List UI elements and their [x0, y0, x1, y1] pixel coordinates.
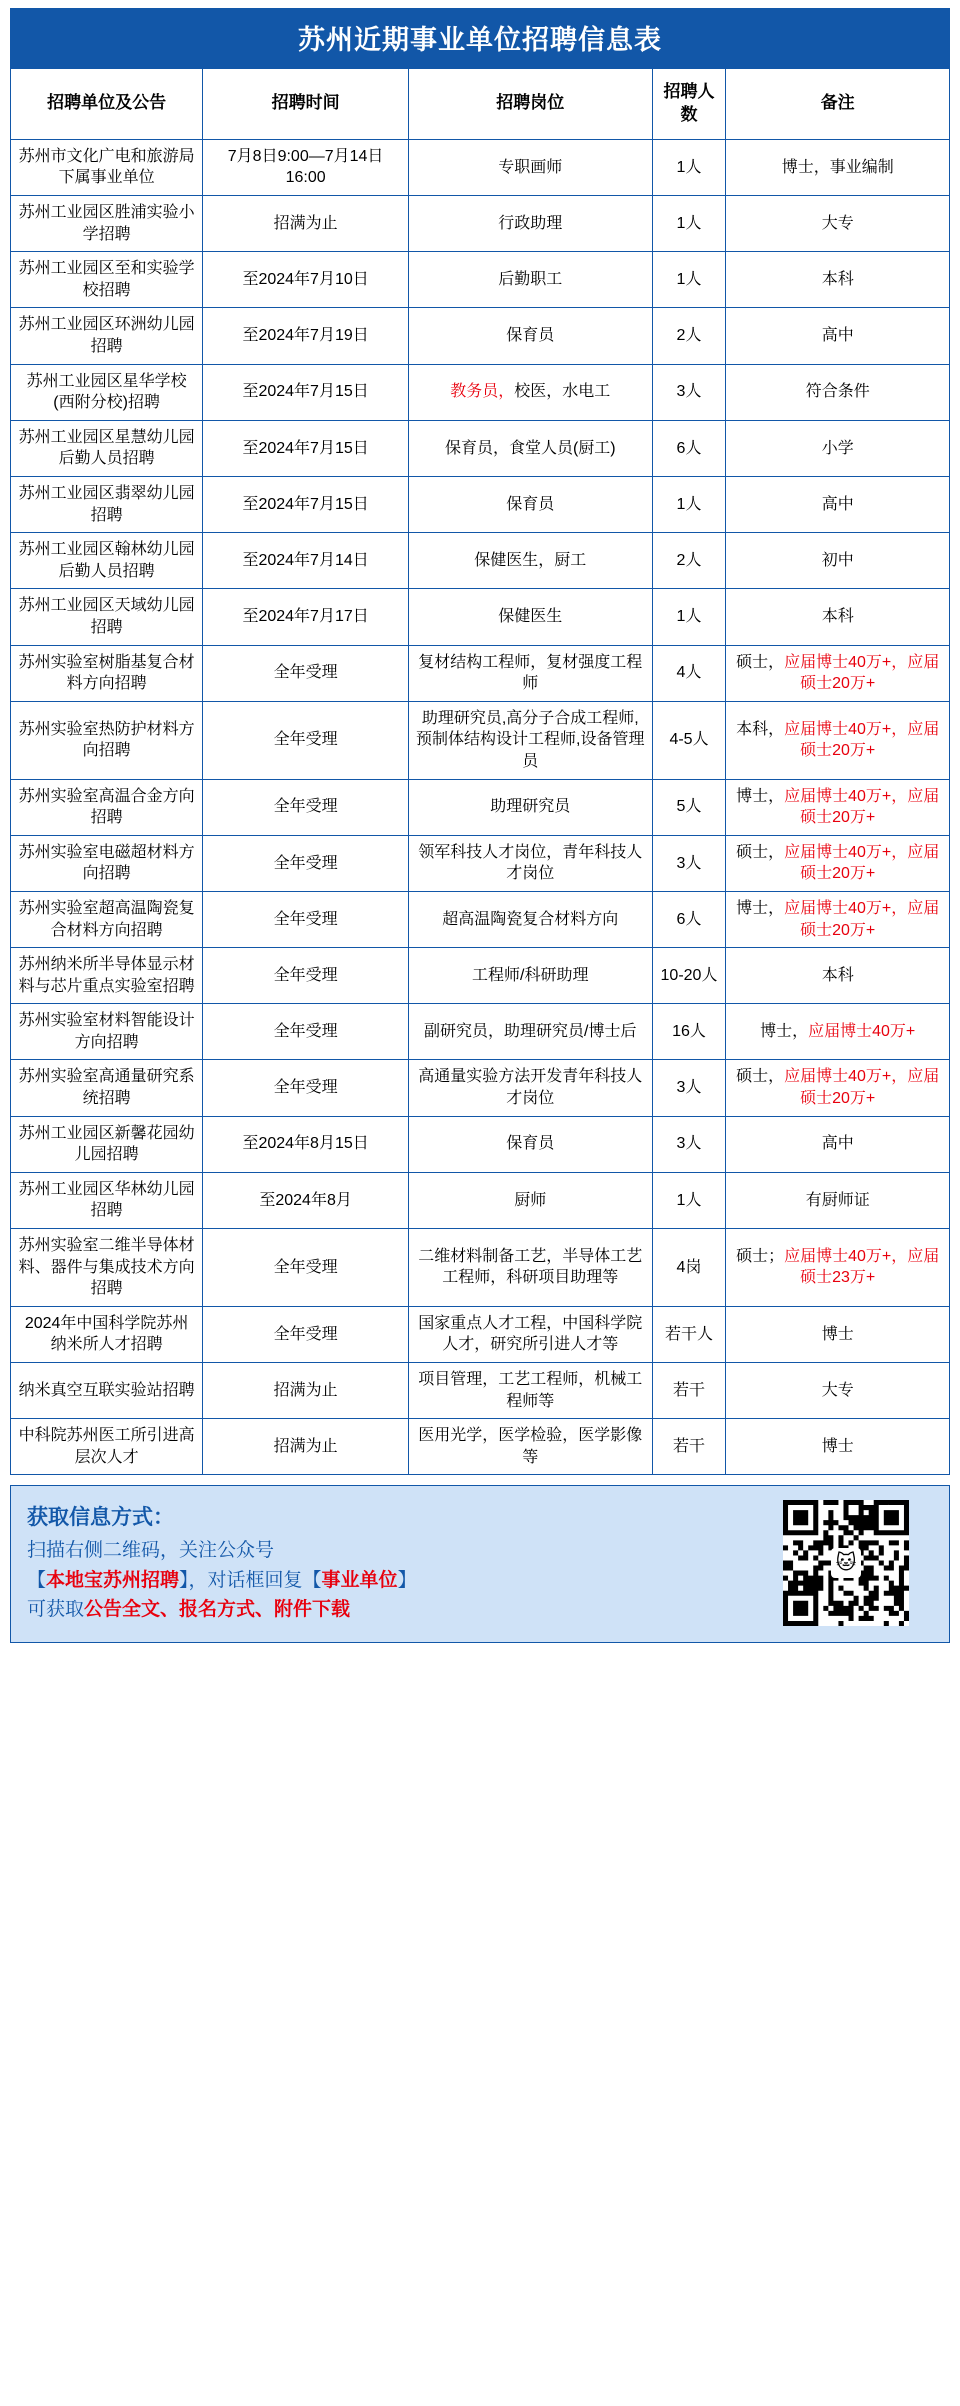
cell-time: 招满为止	[203, 196, 409, 252]
cell-post: 保育员，食堂人员(厨工)	[408, 420, 652, 476]
cell-note: 大专	[726, 196, 950, 252]
cell-note: 初中	[726, 533, 950, 589]
table-row	[11, 1229, 950, 1307]
recruitment-table	[10, 68, 950, 1475]
cell-note-degree: 硕士，	[736, 843, 785, 861]
cell-post: 助理研究员	[408, 779, 652, 835]
table-row	[11, 779, 950, 835]
cell-unit[interactable]: 苏州实验室热防护材料方向招聘	[11, 701, 203, 779]
cell-note: 博士	[726, 1306, 950, 1362]
table-header-row	[11, 69, 950, 140]
cell-note: 博士	[726, 1419, 950, 1475]
cell-note	[726, 701, 950, 779]
table-row	[11, 1419, 950, 1475]
column-header-note: 备注	[726, 69, 950, 140]
cell-note-salary: 应届博士40万+	[808, 1023, 916, 1041]
cell-unit[interactable]: 苏州工业园区新馨花园幼儿园招聘	[11, 1116, 203, 1172]
cell-note-salary: 应届博士40万+，应届硕士20万+	[784, 899, 940, 939]
cell-count: 3人	[652, 364, 726, 420]
cell-note-degree: 本科，	[736, 720, 785, 738]
cell-note-salary: 应届博士40万+，应届硕士20万+	[784, 653, 940, 693]
footer-text-block	[27, 1502, 765, 1625]
cell-unit[interactable]: 苏州实验室树脂基复合材料方向招聘	[11, 645, 203, 701]
cell-unit[interactable]: 苏州工业园区环洲幼儿园招聘	[11, 308, 203, 364]
cell-unit[interactable]: 苏州工业园区星华学校(西附分校)招聘	[11, 364, 203, 420]
footer-line3-pre: 可获取	[27, 1599, 85, 1621]
cell-unit[interactable]: 苏州纳米所半导体显示材料与芯片重点实验室招聘	[11, 948, 203, 1004]
cell-note-salary: 应届博士40万+，应届硕士23万+	[784, 1247, 940, 1287]
cell-note	[726, 779, 950, 835]
cell-post: 复材结构工程师，复材强度工程师	[408, 645, 652, 701]
cell-unit[interactable]: 中科院苏州医工所引进高层次人才	[11, 1419, 203, 1475]
cell-unit[interactable]: 苏州工业园区翰林幼儿园后勤人员招聘	[11, 533, 203, 589]
cell-time: 全年受理	[203, 1004, 409, 1060]
cell-time: 全年受理	[203, 891, 409, 947]
table-row	[11, 364, 950, 420]
table-row	[11, 1363, 950, 1419]
cell-count: 1人	[652, 1172, 726, 1228]
cell-count: 6人	[652, 891, 726, 947]
cell-post: 国家重点人才工程，中国科学院人才，研究所引进人才等	[408, 1306, 652, 1362]
qr-code[interactable]	[783, 1500, 909, 1626]
cell-post: 二维材料制备工艺，半导体工艺工程师，科研项目助理等	[408, 1229, 652, 1307]
cell-post: 副研究员，助理研究员/博士后	[408, 1004, 652, 1060]
cell-time: 至2024年7月17日	[203, 589, 409, 645]
footer-info-panel	[10, 1485, 950, 1643]
cell-note-degree: 硕士，	[736, 1068, 785, 1086]
cell-time: 7月8日9:00—7月14日16:00	[203, 139, 409, 195]
cell-time: 至2024年7月14日	[203, 533, 409, 589]
table-row	[11, 645, 950, 701]
cell-unit[interactable]: 苏州实验室超高温陶瓷复合材料方向招聘	[11, 891, 203, 947]
footer-line-2	[27, 1566, 765, 1595]
footer-line2-post: 】	[397, 1569, 417, 1591]
cell-post	[408, 364, 652, 420]
cell-note: 符合条件	[726, 364, 950, 420]
footer-keyword: 事业单位	[321, 1569, 398, 1591]
cell-count: 10-20人	[652, 948, 726, 1004]
table-row	[11, 139, 950, 195]
cell-count: 3人	[652, 1116, 726, 1172]
cell-note: 大专	[726, 1363, 950, 1419]
cell-count: 1人	[652, 139, 726, 195]
cell-note-salary: 应届博士40万+，应届硕士20万+	[784, 787, 940, 827]
cell-note: 本科	[726, 948, 950, 1004]
cell-post: 超高温陶瓷复合材料方向	[408, 891, 652, 947]
footer-title: 获取信息方式：	[27, 1505, 174, 1529]
cell-time: 至2024年7月19日	[203, 308, 409, 364]
cell-note	[726, 1004, 950, 1060]
cell-unit[interactable]: 纳米真空互联实验站招聘	[11, 1363, 203, 1419]
cell-note	[726, 1229, 950, 1307]
table-row	[11, 948, 950, 1004]
cell-note: 有厨师证	[726, 1172, 950, 1228]
cell-note	[726, 891, 950, 947]
cell-post: 工程师/科研助理	[408, 948, 652, 1004]
table-row	[11, 477, 950, 533]
cell-note	[726, 835, 950, 891]
cell-time: 至2024年8月	[203, 1172, 409, 1228]
cell-note-degree: 博士，	[760, 1023, 809, 1041]
table-row	[11, 1306, 950, 1362]
cell-time: 至2024年7月15日	[203, 420, 409, 476]
cell-count: 4-5人	[652, 701, 726, 779]
column-header-count: 招聘人数	[652, 69, 726, 140]
cell-count: 1人	[652, 477, 726, 533]
cell-time: 招满为止	[203, 1363, 409, 1419]
cell-time: 全年受理	[203, 835, 409, 891]
table-row	[11, 420, 950, 476]
cell-note: 高中	[726, 1116, 950, 1172]
cell-note: 高中	[726, 308, 950, 364]
cell-post: 项目管理，工艺工程师，机械工程师等	[408, 1363, 652, 1419]
cell-unit[interactable]: 苏州工业园区胜浦实验小学招聘	[11, 196, 203, 252]
cell-note: 小学	[726, 420, 950, 476]
cell-time: 全年受理	[203, 1229, 409, 1307]
table-row	[11, 1172, 950, 1228]
footer-line-1: 扫描右侧二维码，关注公众号	[27, 1540, 275, 1562]
cell-count: 3人	[652, 835, 726, 891]
cell-post: 保健医生	[408, 589, 652, 645]
cell-note: 本科	[726, 589, 950, 645]
cell-post: 保育员	[408, 477, 652, 533]
cell-count: 若干人	[652, 1306, 726, 1362]
cell-count: 5人	[652, 779, 726, 835]
cell-post: 行政助理	[408, 196, 652, 252]
table-row	[11, 533, 950, 589]
cell-note-salary: 应届博士40万+，应届硕士20万+	[784, 843, 940, 883]
cell-count: 2人	[652, 533, 726, 589]
cell-time: 至2024年7月15日	[203, 477, 409, 533]
cell-count: 1人	[652, 252, 726, 308]
cell-unit[interactable]: 苏州实验室高温合金方向招聘	[11, 779, 203, 835]
cell-note-degree: 硕士；	[736, 1247, 785, 1265]
cell-post: 保健医生，厨工	[408, 533, 652, 589]
cell-count: 1人	[652, 196, 726, 252]
cell-count: 16人	[652, 1004, 726, 1060]
cell-unit[interactable]: 苏州工业园区至和实验学校招聘	[11, 252, 203, 308]
cell-unit[interactable]: 苏州实验室电磁超材料方向招聘	[11, 835, 203, 891]
cell-note: 本科	[726, 252, 950, 308]
cell-unit[interactable]: 苏州工业园区华林幼儿园招聘	[11, 1172, 203, 1228]
cell-time: 全年受理	[203, 1060, 409, 1116]
cell-note: 高中	[726, 477, 950, 533]
cell-note-salary: 应届博士40万+，应届硕士20万+	[784, 1068, 940, 1108]
cell-count: 若干	[652, 1363, 726, 1419]
column-header-post: 招聘岗位	[408, 69, 652, 140]
table-row	[11, 1004, 950, 1060]
cell-time: 全年受理	[203, 1306, 409, 1362]
cell-post: 领军科技人才岗位，青年科技人才岗位	[408, 835, 652, 891]
cell-count: 3人	[652, 1060, 726, 1116]
qr-center-logo-icon: 🐱	[831, 1548, 861, 1578]
cell-time: 至2024年8月15日	[203, 1116, 409, 1172]
cell-post: 高通量实验方法开发青年科技人才岗位	[408, 1060, 652, 1116]
footer-line2-pre: 【	[27, 1569, 47, 1591]
cell-time: 全年受理	[203, 779, 409, 835]
cell-post: 厨师	[408, 1172, 652, 1228]
footer-line2-mid: 】，对话框回复【	[179, 1569, 322, 1591]
cell-post: 医用光学，医学检验，医学影像等	[408, 1419, 652, 1475]
footer-line3-emphasis: 公告全文、报名方式、附件下载	[84, 1599, 351, 1621]
cell-count: 4人	[652, 645, 726, 701]
cell-unit[interactable]: 苏州工业园区天域幼儿园招聘	[11, 589, 203, 645]
cell-post: 后勤职工	[408, 252, 652, 308]
cell-count: 6人	[652, 420, 726, 476]
cell-count: 2人	[652, 308, 726, 364]
table-row	[11, 701, 950, 779]
cell-post: 保育员	[408, 1116, 652, 1172]
table-row	[11, 1060, 950, 1116]
table-row	[11, 589, 950, 645]
table-row	[11, 308, 950, 364]
column-header-time: 招聘时间	[203, 69, 409, 140]
cell-unit[interactable]: 苏州实验室高通量研究系统招聘	[11, 1060, 203, 1116]
table-row	[11, 252, 950, 308]
cell-post-rest: 校医，水电工	[514, 383, 611, 401]
cell-note-salary: 应届博士40万+，应届硕士20万+	[784, 720, 940, 760]
footer-account-name: 本地宝苏州招聘	[46, 1569, 180, 1591]
cell-time: 全年受理	[203, 701, 409, 779]
cell-note	[726, 1060, 950, 1116]
cell-post: 保育员	[408, 308, 652, 364]
cell-note	[726, 645, 950, 701]
cell-count: 若干	[652, 1419, 726, 1475]
cell-count: 4岗	[652, 1229, 726, 1307]
cell-unit[interactable]: 2024年中国科学院苏州纳米所人才招聘	[11, 1306, 203, 1362]
table-row	[11, 196, 950, 252]
cell-unit[interactable]: 苏州实验室材料智能设计方向招聘	[11, 1004, 203, 1060]
cell-time: 全年受理	[203, 948, 409, 1004]
cell-note-degree: 博士，	[736, 787, 785, 805]
cell-post: 专职画师	[408, 139, 652, 195]
page-title: 苏州近期事业单位招聘信息表	[10, 8, 950, 68]
table-row	[11, 835, 950, 891]
column-header-unit: 招聘单位及公告	[11, 69, 203, 140]
cell-time: 全年受理	[203, 645, 409, 701]
cell-note-degree: 硕士，	[736, 653, 785, 671]
cell-post: 助理研究员,高分子合成工程师,预制体结构设计工程师,设备管理员	[408, 701, 652, 779]
cell-time: 招满为止	[203, 1419, 409, 1475]
cell-unit[interactable]: 苏州市文化广电和旅游局下属事业单位	[11, 139, 203, 195]
cell-count: 1人	[652, 589, 726, 645]
table-row	[11, 891, 950, 947]
cell-post-highlight: 教务员，	[450, 383, 515, 401]
footer-line-3	[27, 1595, 765, 1624]
cell-note-degree: 博士，	[736, 899, 785, 917]
cell-unit[interactable]: 苏州工业园区星慧幼儿园后勤人员招聘	[11, 420, 203, 476]
cell-unit[interactable]: 苏州工业园区翡翠幼儿园招聘	[11, 477, 203, 533]
cell-time: 至2024年7月10日	[203, 252, 409, 308]
table-row	[11, 1116, 950, 1172]
cell-time: 至2024年7月15日	[203, 364, 409, 420]
cell-note: 博士，事业编制	[726, 139, 950, 195]
cell-unit[interactable]: 苏州实验室二维半导体材料、器件与集成技术方向招聘	[11, 1229, 203, 1307]
